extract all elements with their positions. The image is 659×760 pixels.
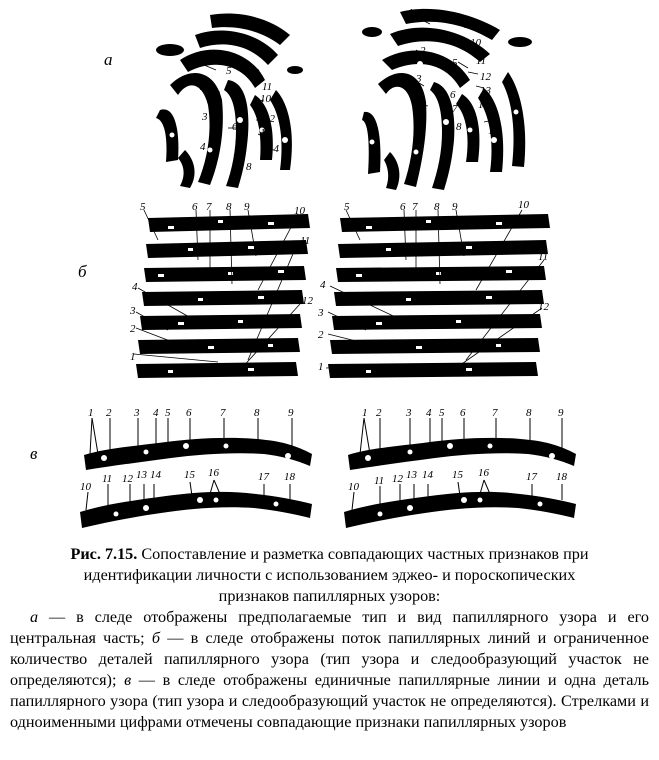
label-a-right-2: 2	[420, 45, 426, 57]
panel-letter-v: в	[30, 444, 38, 463]
single-ridges-v-left	[76, 400, 321, 535]
caption-text-v: — в следе отображены единичные папиллярные линии и одна деталь папиллярного узора (тип узора и следообразующий участок не определяются). Стрелками и одноименными цифрами отмечены совпадающие признаки папиллярных узоров	[10, 671, 649, 731]
fingerprint-fragment-a-right	[360, 2, 540, 192]
label-b-right-3: 3	[318, 307, 324, 319]
label-v-left-8: 8	[254, 407, 260, 419]
caption-figure-number: Рис. 7.15.	[70, 545, 138, 563]
label-b-right-9: 9	[452, 201, 458, 213]
panel-letter-a: а	[104, 50, 113, 69]
caption-letter-a: а	[30, 608, 39, 626]
label-b-right-6: 6	[400, 201, 406, 213]
panel-letter-b: б	[78, 262, 87, 281]
label-a-left-10: 10	[260, 93, 271, 105]
single-ridges-v-right	[340, 400, 585, 535]
label-b-right-4: 4	[320, 279, 326, 291]
label-b-right-10: 10	[518, 200, 529, 211]
ridge-flow-b-left	[128, 200, 318, 390]
label-a-left-9: 9	[254, 67, 260, 79]
label-b-right-2: 2	[318, 329, 324, 341]
label-b-right-1: 1	[318, 361, 324, 373]
label-v-right-14: 14	[422, 469, 433, 481]
label-b-left-9: 9	[244, 201, 250, 213]
label-a-right-13: 13	[480, 85, 491, 97]
label-v-left-4: 4	[153, 407, 159, 419]
label-v-left-6: 6	[186, 407, 192, 419]
label-v-left-9: 9	[288, 407, 294, 419]
label-a-left-1: 1	[196, 51, 202, 63]
caption-text-b: — в следе отображены поток папиллярных линий и ограниченное количество деталей папиллярного узора (тип узора и следообразующий участок не определяются);	[10, 629, 649, 689]
label-v-left-7: 7	[220, 407, 226, 419]
label-a-left-4: 4	[200, 141, 206, 153]
label-v-right-17: 17	[526, 471, 537, 483]
label-v-right-4: 4	[426, 407, 432, 419]
label-b-left-2: 2	[130, 323, 136, 335]
caption-text-a: — в следе отображены предполагаемые тип и вид папиллярного узора и его центральная часть;	[10, 608, 649, 647]
label-v-left-17: 17	[258, 471, 269, 483]
label-v-left-14: 14	[150, 469, 161, 481]
caption-letter-v: в	[124, 671, 132, 689]
label-a-right-6: 6	[450, 89, 456, 101]
figure-caption	[0, 544, 659, 733]
label-a-left-13: 13	[260, 127, 271, 139]
label-a-left-12: 12	[264, 113, 275, 125]
label-b-left-8: 8	[226, 201, 232, 213]
caption-letter-b: б	[151, 629, 161, 647]
label-b-left-7: 7	[206, 201, 212, 213]
label-b-right-8: 8	[434, 201, 440, 213]
label-a-right-8: 8	[456, 121, 462, 133]
label-v-left-3: 3	[134, 407, 140, 419]
label-v-right-11: 11	[374, 475, 385, 487]
label-b-left-5: 5	[140, 201, 146, 213]
label-v-right-2: 2	[376, 407, 382, 419]
caption-title	[0, 544, 659, 607]
label-a-left-7: 7	[238, 151, 244, 163]
label-a-right-14: 14	[478, 99, 489, 111]
label-a-right-7: 7	[452, 103, 458, 115]
label-v-left-13: 13	[136, 469, 147, 481]
label-a-left-14: 14	[268, 143, 279, 155]
label-b-left-3: 3	[130, 305, 136, 317]
label-v-right-16: 16	[478, 467, 489, 479]
label-v-left-16: 16	[208, 467, 219, 479]
fingerprint-fragment-a-left	[150, 10, 310, 190]
label-v-left-1: 1	[88, 407, 94, 419]
label-b-right-5: 5	[344, 201, 350, 213]
label-a-left-5: 5	[226, 65, 232, 77]
label-b-right-12: 12	[538, 301, 549, 313]
label-v-right-5: 5	[439, 407, 445, 419]
label-v-right-1: 1	[362, 407, 368, 419]
label-a-right-12: 12	[480, 71, 491, 83]
label-a-right-11: 11	[476, 55, 487, 67]
label-v-left-18: 18	[284, 471, 295, 483]
label-a-left-3: 3	[202, 111, 208, 123]
label-v-right-10: 10	[348, 481, 359, 493]
label-v-right-12: 12	[392, 473, 403, 485]
label-v-right-15: 15	[452, 469, 463, 481]
label-b-left-1: 1	[130, 351, 136, 363]
label-v-left-12: 12	[122, 473, 133, 485]
label-a-left-8: 8	[246, 161, 252, 173]
label-v-right-18: 18	[556, 471, 567, 483]
label-a-right-1: 1	[408, 7, 414, 19]
label-v-right-13: 13	[406, 469, 417, 481]
label-v-right-8: 8	[526, 407, 532, 419]
label-a-right-15: 15	[488, 125, 499, 137]
label-b-left-4: 4	[132, 281, 138, 293]
label-a-right-3: 3	[416, 73, 422, 85]
caption-title-text: Сопоставление и разметка совпадающих частных признаков при идентификации личности с использованием эджео- и пороскопических признаков папиллярных узоров:	[83, 545, 589, 605]
label-a-left-2: 2	[200, 81, 206, 93]
ridge-flow-b-right	[316, 200, 556, 390]
caption-body	[0, 607, 659, 733]
label-v-right-7: 7	[492, 407, 498, 419]
label-v-left-11: 11	[102, 473, 113, 485]
label-b-left-6: 6	[192, 201, 198, 213]
label-b-right-11: 11	[538, 251, 549, 263]
label-v-right-3: 3	[406, 407, 412, 419]
label-b-left-11: 11	[300, 235, 311, 247]
label-a-right-4: 4	[418, 99, 424, 111]
label-a-left-6: 6	[232, 121, 238, 133]
label-a-right-5: 5	[452, 57, 458, 69]
label-v-left-10: 10	[80, 481, 91, 493]
label-v-left-15: 15	[184, 469, 195, 481]
label-b-right-7: 7	[412, 201, 418, 213]
label-v-right-6: 6	[460, 407, 466, 419]
label-v-left-5: 5	[165, 407, 171, 419]
label-b-left-10: 10	[294, 205, 305, 217]
label-b-left-12: 12	[302, 295, 313, 307]
label-a-right-9: 9	[464, 19, 470, 31]
label-a-right-10: 10	[470, 37, 481, 49]
label-v-right-9: 9	[558, 407, 564, 419]
label-a-left-11: 11	[262, 81, 273, 93]
label-v-left-2: 2	[106, 407, 112, 419]
